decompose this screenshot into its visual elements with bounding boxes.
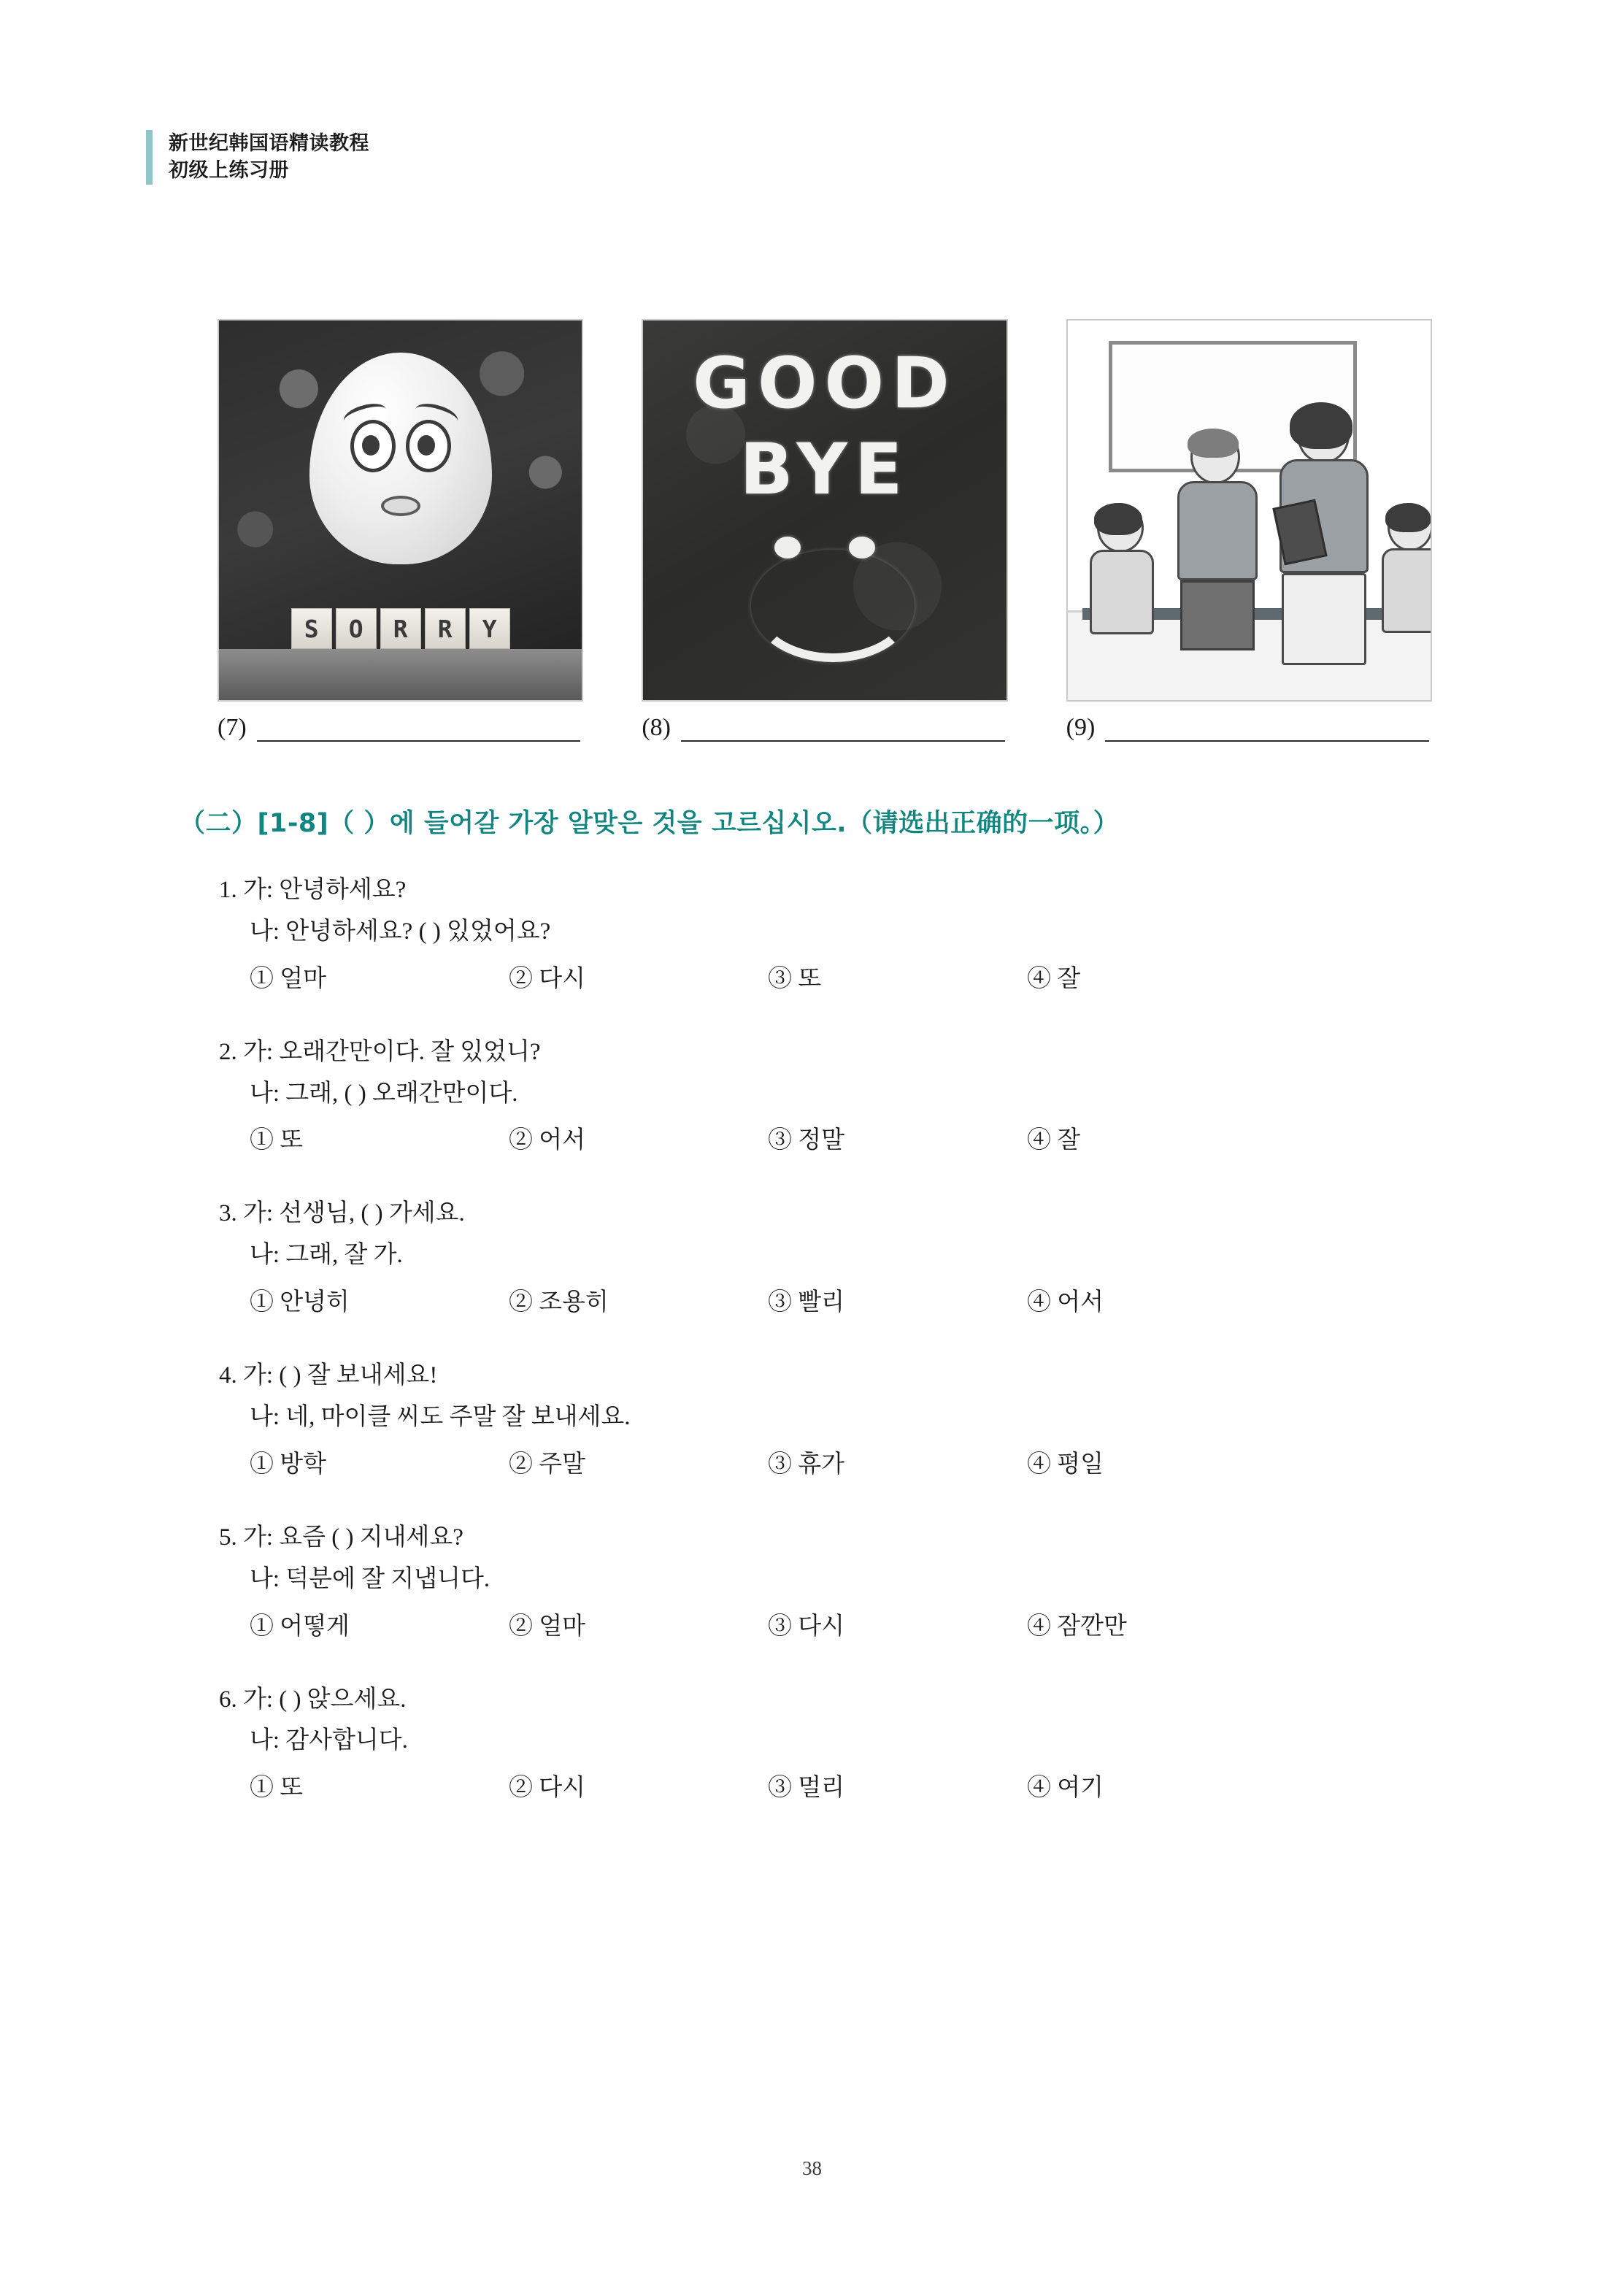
question-line-b: 나: 감사합니다. bbox=[250, 1727, 408, 1754]
figure-hair bbox=[1385, 503, 1431, 532]
question-prompt-a: 가: ( ) 앉으세요. bbox=[243, 1686, 407, 1713]
option-choice[interactable]: ④ 잘 bbox=[1027, 965, 1081, 992]
letter-block: S bbox=[291, 608, 332, 649]
mouth-icon bbox=[381, 496, 420, 516]
figure-seated-student bbox=[1090, 503, 1154, 634]
egg-face-graphic bbox=[309, 353, 492, 564]
letter-blocks bbox=[291, 608, 510, 649]
option-choice[interactable]: ③ 또 bbox=[768, 965, 822, 992]
question-options bbox=[250, 1607, 1460, 1641]
figure-legs bbox=[1282, 573, 1366, 665]
image-cell-7 bbox=[218, 319, 580, 702]
figure-standing-elder bbox=[1177, 430, 1258, 650]
option-choice[interactable]: ① 방학 bbox=[250, 1451, 327, 1478]
option-choice[interactable]: ③ 휴가 bbox=[768, 1451, 845, 1478]
page-number: 38 bbox=[802, 2157, 822, 2179]
question-options bbox=[250, 1445, 1460, 1479]
question-options bbox=[250, 1121, 1460, 1155]
option-choice[interactable]: ① 어떻게 bbox=[250, 1613, 350, 1640]
question-options bbox=[250, 959, 1460, 994]
option-choice[interactable]: ③ 멀리 bbox=[768, 1775, 845, 1802]
answer-number: (7) bbox=[218, 714, 247, 741]
figure-skirt bbox=[1180, 580, 1255, 650]
answer-write-line[interactable] bbox=[1105, 718, 1429, 742]
question-prompt-a: 가: ( ) 잘 보내세요! bbox=[243, 1362, 438, 1389]
page-header bbox=[146, 130, 369, 185]
option-choice[interactable]: ④ 평일 bbox=[1027, 1451, 1104, 1478]
option-choice[interactable]: ① 또 bbox=[250, 1127, 304, 1154]
option-choice[interactable]: ④ 어서 bbox=[1027, 1289, 1104, 1316]
option-choice[interactable]: ① 안녕히 bbox=[250, 1289, 350, 1316]
header-title-line2: 初级上练习册 bbox=[169, 159, 289, 183]
option-choice[interactable]: ② 얼마 bbox=[509, 1613, 586, 1640]
chalk-text-good: GOOD bbox=[693, 342, 957, 424]
header-title bbox=[169, 130, 369, 185]
figure-hair bbox=[1290, 402, 1352, 449]
question-line-a bbox=[219, 1683, 1460, 1717]
question-options bbox=[250, 1283, 1460, 1317]
answer-number: (8) bbox=[642, 714, 671, 741]
question-line-b: 나: 덕분에 잘 지냅니다. bbox=[250, 1565, 490, 1592]
image-cell-8 bbox=[642, 319, 1004, 702]
question-item bbox=[219, 1521, 1460, 1641]
answer-blank-8 bbox=[642, 714, 1004, 742]
letter-block: Y bbox=[469, 608, 510, 649]
question-item bbox=[219, 1359, 1460, 1479]
image-cell-9 bbox=[1066, 319, 1429, 702]
chalk-text-bye: BYE bbox=[739, 429, 910, 510]
question-item bbox=[219, 1683, 1460, 1803]
option-choice[interactable]: ① 얼마 bbox=[250, 965, 327, 992]
eye-left-icon bbox=[350, 420, 396, 472]
classroom-illustration bbox=[1066, 319, 1432, 702]
option-choice[interactable]: ② 어서 bbox=[509, 1127, 586, 1154]
answer-write-line[interactable] bbox=[681, 718, 1005, 742]
question-number: 4. bbox=[219, 1362, 237, 1389]
option-choice[interactable]: ④ 잠깐만 bbox=[1027, 1613, 1127, 1640]
question-prompt-a: 가: 오래간만이다. 잘 있었니? bbox=[243, 1038, 541, 1065]
question-line-b: 나: 네, 마이클 씨도 주말 잘 보내세요. bbox=[250, 1404, 631, 1431]
section-heading: （二）[1-8]（ ）에 들어갈 가장 알맞은 것을 고르십시오.（请选出正确的一项。） bbox=[180, 809, 1120, 838]
question-prompt-a: 가: 안녕하세요? bbox=[243, 877, 407, 903]
question-line-a bbox=[219, 873, 1460, 907]
figure-seated-student-right bbox=[1382, 503, 1432, 633]
figure-body bbox=[1382, 548, 1432, 633]
figure-body bbox=[1177, 481, 1258, 580]
question-options bbox=[250, 1768, 1460, 1802]
question-number: 5. bbox=[219, 1524, 237, 1551]
question-list bbox=[219, 873, 1460, 1844]
question-line-a bbox=[219, 1359, 1460, 1393]
question-prompt-a: 가: 선생님, ( ) 가세요. bbox=[243, 1200, 465, 1227]
option-choice[interactable]: ② 다시 bbox=[509, 1775, 586, 1802]
figure-hair bbox=[1094, 503, 1142, 535]
question-item bbox=[219, 1197, 1460, 1317]
option-choice[interactable]: ④ 잘 bbox=[1027, 1127, 1081, 1154]
question-number: 3. bbox=[219, 1200, 237, 1227]
question-line-a bbox=[219, 1197, 1460, 1231]
option-choice[interactable]: ② 조용히 bbox=[509, 1289, 609, 1316]
goodbye-chalkboard bbox=[642, 319, 1007, 702]
answer-number: (9) bbox=[1066, 714, 1096, 741]
letter-block: R bbox=[380, 608, 421, 649]
figure-hair bbox=[1188, 429, 1239, 458]
question-line-b: 나: 그래, 잘 가. bbox=[250, 1242, 403, 1269]
image-row bbox=[218, 319, 1429, 702]
header-title-line1: 新世纪韩国语精读教程 bbox=[169, 132, 369, 155]
option-choice[interactable]: ② 주말 bbox=[509, 1451, 586, 1478]
option-choice[interactable]: ③ 정말 bbox=[768, 1127, 845, 1154]
eye-right-icon bbox=[406, 420, 451, 472]
smiley-face-icon bbox=[741, 532, 909, 656]
letter-block: R bbox=[425, 608, 466, 649]
question-item bbox=[219, 873, 1460, 994]
answer-blank-7 bbox=[218, 714, 580, 742]
letter-block: O bbox=[336, 608, 377, 649]
answer-write-line[interactable] bbox=[257, 718, 581, 742]
table-surface bbox=[219, 649, 582, 700]
option-choice[interactable]: ② 다시 bbox=[509, 965, 586, 992]
question-prompt-a: 가: 요즘 ( ) 지내세요? bbox=[243, 1524, 463, 1551]
question-line-a bbox=[219, 1521, 1460, 1555]
sorry-photo bbox=[218, 319, 583, 702]
figure-body bbox=[1090, 550, 1154, 634]
answer-blank-row bbox=[218, 714, 1429, 742]
answer-blank-9 bbox=[1066, 714, 1429, 742]
question-number: 6. bbox=[219, 1686, 237, 1713]
question-line-b: 나: 그래, ( ) 오래간만이다. bbox=[250, 1080, 518, 1107]
option-choice[interactable]: ③ 빨리 bbox=[768, 1289, 845, 1316]
smiley-mouth-icon bbox=[751, 550, 915, 662]
option-choice[interactable]: ③ 다시 bbox=[768, 1613, 845, 1640]
option-choice[interactable]: ④ 여기 bbox=[1027, 1775, 1104, 1802]
question-number: 2. bbox=[219, 1038, 237, 1065]
header-accent-bar bbox=[146, 130, 153, 185]
option-choice[interactable]: ① 또 bbox=[250, 1775, 304, 1802]
question-item bbox=[219, 1035, 1460, 1156]
question-line-b: 나: 안녕하세요? ( ) 있었어요? bbox=[250, 918, 551, 945]
question-line-a bbox=[219, 1035, 1460, 1070]
question-number: 1. bbox=[219, 877, 237, 903]
